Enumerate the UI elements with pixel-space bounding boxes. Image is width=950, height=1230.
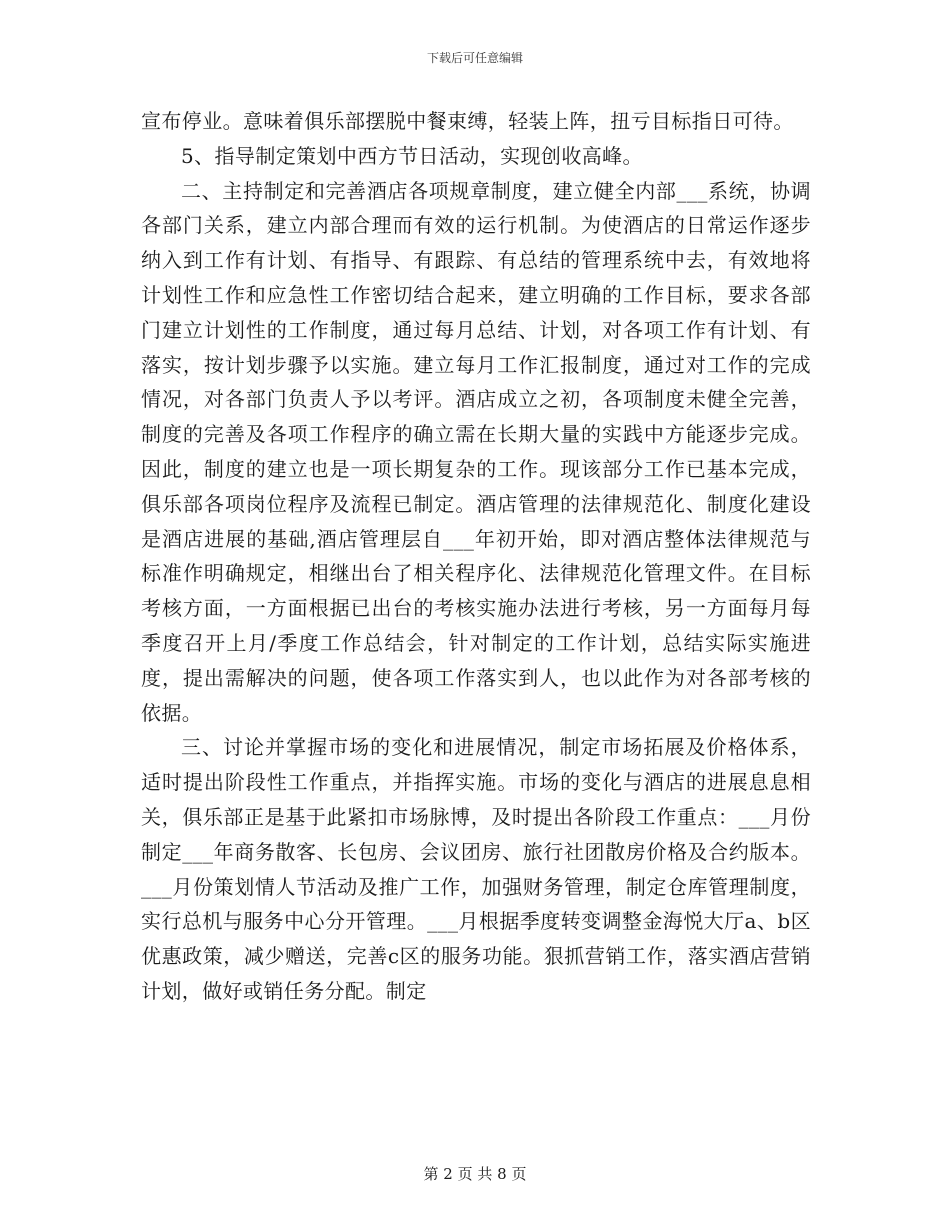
page-header: 下载后可任意编辑 — [426, 51, 523, 65]
paragraph-section-3: 三、讨论并掌握市场的变化和进展情况，制定市场拓展及价格体系，适时提出阶段性工作重点，并指挥实施。市场的变化与酒店的进展息息相关，俱乐部正是基于此紧扣市场脉博，及时提出各阶段工作重点：___月份制定___年商务散客、长包房、会议团房、旅行社团散房价格及合约版本。___月份策划情人节活动及推广工作，加强财务管理，制定仓库管理制度，实行总机与服务中心分开管理。___月根据季度转变调整金海悦大厅a、b区优惠政策，减少赠送，完善c区的服务功能。狠抓营销工作，落实酒店营销计划，做好或销任务分配。制定 — [141, 735, 811, 1003]
page-number-footer: 第 2 页 共 8 页 — [423, 1165, 527, 1183]
paragraph-continuation: 宣布停业。意味着俱乐部摆脱中餐束缚，轻装上阵，扭亏目标指日可待。 — [141, 109, 794, 133]
document-body — [141, 104, 811, 1009]
paragraph-item-5: 5、指导制定策划中西方节日活动，实现创收高峰。 — [181, 143, 643, 168]
paragraph-section-2: 二、主持制定和完善酒店各项规章制度，建立健全内部___系统，协调各部门关系，建立内部合理而有效的运行机制。为使酒店的日常运作逐步纳入到工作有计划、有指导、有跟踪、有总结的管理系统中去，有效地将计划性工作和应急性工作密切结合起来，建立明确的工作目标，要求各部门建立计划性的工作制度，通过每月总结、计划，对各项工作有计划、有落实，按计划步骤予以实施。建立每月工作汇报制度，通过对工作的完成情况，对各部门负责人予以考评。酒店成立之初，各项制度未健全完善，制度的完善及各项工作程序的确立需在长期大量的实践中方能逐步完成。因此，制度的建立也是一项长期复杂的工作。现该部分工作已基本完成，俱乐部各项岗位程序及流程已制定。酒店管理的法律规范化、制度化建设是酒店进展的基础,酒店管理层自___年初开始，即对酒店整体法律规范与标准作明确规定，相继出台了相关程序化、法律规范化管理文件。在目标考核方面，一方面根据已出台的考核实施办法进行考核，另一方面每月每季度召开上月/季度工作总结会，针对制定的工作计划，总结实际实施进度，提出需解决的问题，使各项工作落实到人，也以此作为对各部考核的依据。 — [141, 178, 811, 725]
